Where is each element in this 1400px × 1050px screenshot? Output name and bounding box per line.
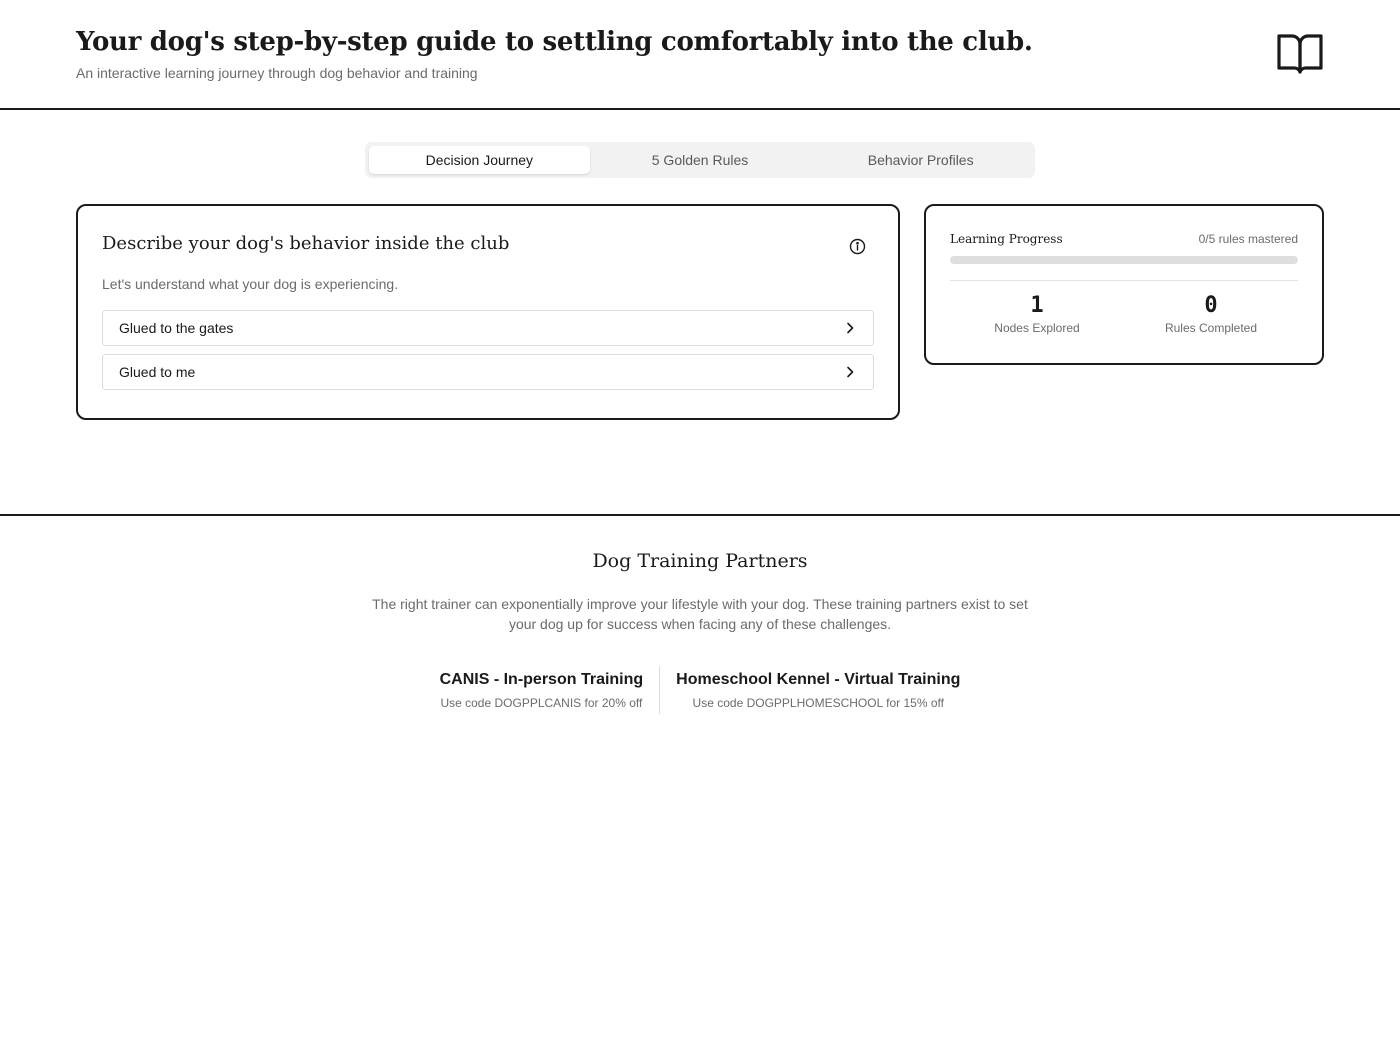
partners-list bbox=[0, 666, 1400, 714]
tab-golden-rules[interactable]: 5 Golden Rules bbox=[651, 152, 749, 168]
progress-bar bbox=[950, 256, 1298, 264]
partners-description: The right trainer can exponentially improve your lifestyle with your dog. These training partners exist to set your dog up for success when facing any of these challenges. bbox=[372, 596, 1028, 632]
tab-behavior-profiles[interactable]: Behavior Profiles bbox=[867, 152, 974, 168]
book-open-icon bbox=[1276, 32, 1324, 76]
progress-title: Learning Progress bbox=[950, 232, 1063, 246]
stat-value: 1 bbox=[1030, 293, 1044, 318]
tab-decision-journey[interactable]: Decision Journey bbox=[369, 146, 590, 174]
partner-canis[interactable] bbox=[424, 666, 660, 714]
stat-value: 0 bbox=[1204, 293, 1218, 318]
option-glued-to-gates[interactable] bbox=[102, 310, 874, 346]
stat-label: Rules Completed bbox=[1164, 321, 1258, 335]
info-icon[interactable] bbox=[849, 238, 866, 255]
partners-footer bbox=[0, 514, 1400, 714]
page-header bbox=[0, 0, 1400, 110]
partner-code: Use code DOGPPLCANIS for 20% off bbox=[440, 696, 643, 710]
option-glued-to-me[interactable] bbox=[102, 354, 874, 390]
decision-card bbox=[76, 204, 900, 420]
main-content bbox=[0, 178, 1400, 514]
chevron-right-icon bbox=[843, 365, 857, 379]
question-title: Describe your dog's behavior inside the club bbox=[102, 233, 510, 254]
chevron-right-icon bbox=[843, 321, 857, 335]
partner-name: CANIS - In-person Training bbox=[439, 671, 644, 688]
page-title: Your dog's step-by-step guide to settling comfortably into the club. bbox=[76, 27, 1033, 57]
stat-rules-completed bbox=[1124, 293, 1298, 335]
page-subtitle: An interactive learning journey through dog behavior and training bbox=[76, 65, 478, 81]
partner-code: Use code DOGPPLHOMESCHOOL for 15% off bbox=[692, 696, 944, 710]
option-label: Glued to the gates bbox=[119, 320, 234, 336]
progress-count: 0/5 rules mastered bbox=[1198, 232, 1298, 246]
stat-nodes-explored bbox=[950, 293, 1124, 335]
partner-name: Homeschool Kennel - Virtual Training bbox=[676, 671, 961, 688]
stats-row bbox=[950, 293, 1298, 335]
progress-card bbox=[924, 204, 1324, 365]
tab-bar bbox=[365, 142, 1035, 178]
tab-bar-container bbox=[0, 142, 1400, 178]
partners-title: Dog Training Partners bbox=[592, 550, 808, 572]
progress-header bbox=[950, 232, 1298, 246]
partner-homeschool-kennel[interactable] bbox=[659, 666, 976, 714]
divider bbox=[950, 280, 1298, 281]
question-description: Let's understand what your dog is experiencing. bbox=[102, 276, 399, 292]
option-label: Glued to me bbox=[119, 364, 196, 380]
stat-label: Nodes Explored bbox=[994, 321, 1080, 335]
